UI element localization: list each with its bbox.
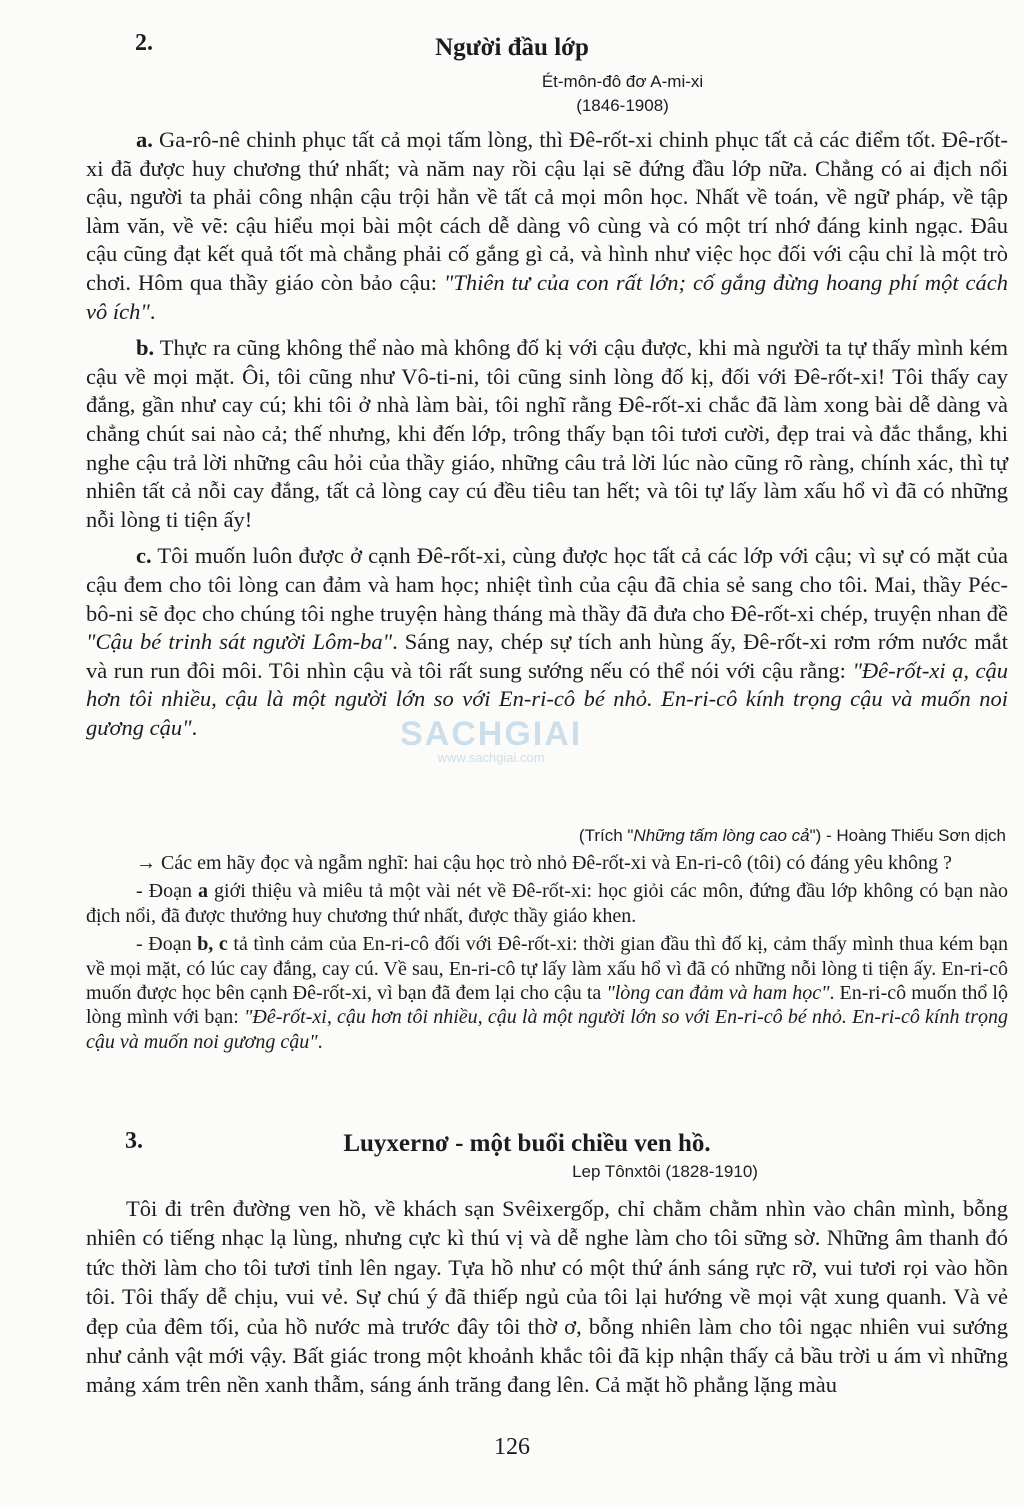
- watermark-url: www.sachgiai.com: [437, 750, 545, 765]
- page-number: 126: [494, 1434, 530, 1460]
- paragraph-c: c. Tôi muốn luôn được ở cạnh Đê-rốt-xi, cùng được học tất cả các lớp với cậu; vì sự có mặt của cậu đem cho tôi lòng can đảm và ham học; nhiệt tình của cậu đã chia sẻ sang cho tôi. Mai, thầy Péc-bô-ni sẽ đọc cho chúng tôi nghe truyện hàng tháng mà thầy đã đưa cho Đê-rốt-xi chép, truyện nhan đề "Cậu bé trinh sát người Lôm-ba". Sáng nay, chép sự tích anh hùng ấy, Đê-rốt-xi rơm rớm nước mắt và run run đôi môi. Tôi nhìn cậu và tôi rất sung sướng nếu có thể nói với cậu rằng: "Đê-rốt-xi ạ, cậu hơn tôi nhiều, cậu là một người lớn so với En-ri-cô bé nhỏ. En-ri-cô kính trọng cậu và muốn noi gương cậu".: [86, 543, 1009, 740]
- paragraph-label: a.: [136, 127, 153, 152]
- quote: "Đê-rốt-xi ạ, cậu hơn tôi nhiều, cậu là một người lớn so với En-ri-cô bé nhỏ. En-ri-cô kính trọng cậu và muốn noi gương cậu": [86, 657, 1009, 740]
- note-a: - Đoạn a giới thiệu và miêu tả một vài nét về Đê-rốt-xi: học giỏi các môn, đứng đầu lớp không có bạn nào địch nổi, đã được thưởng huy chương thứ nhất, được thầy giáo khen.: [86, 880, 1008, 927]
- author-name: Lep Tônxtôi (1828-1910): [572, 1162, 758, 1181]
- paragraph-b: b. Thực ra cũng không thể nào mà không đố kị với cậu được, khi mà người ta tự thấy mình kém cậu về mọi mặt. Ôi, tôi cũng như Vô-ti-ni, tôi cũng sinh lòng đố kị, đối với Đê-rốt-xi! Tôi thấy cay đắng, gần như cay cú; khi tôi ở nhà làm bài, tôi nghĩ rằng Đê-rốt-xi chắc đã làm xong bài dễ dàng và chẳng chút sai nào cả; thế nhưng, khi đến lớp, trông thấy bạn tôi tươi cười, đẹp trai và đắc thắng, khi nghe cậu trả lời những câu hỏi của thầy giáo, những câu trả lời lúc nào cũng rõ ràng, chính xác, thì tự nhiên tất cả nỗi cay đắng, tất cả lòng cay cú đều tiêu tan hết; và tôi tự lấy làm xấu hổ vì đã có những nỗi lòng ti tiện ấy!: [86, 335, 1008, 532]
- quote: "Đê-rốt-xi, cậu hơn tôi nhiều, cậu là một người lớn so với En-ri-cô bé nhỏ. En-ri-cô kính trọng cậu và muốn noi gương cậu": [86, 1006, 1008, 1053]
- story-text: [86, 126, 1008, 742]
- commentary: [86, 851, 1008, 1054]
- paragraph: Tôi đi trên đường ven hồ, về khách sạn Svêixergốp, chỉ chằm chằm nhìn vào chân mình, bỗng nhiên có tiếng nhạc lạ lùng, nhưng cực kì thú vị và dễ nghe làm cho tôi sững sờ. Những âm thanh đó tức thời làm cho tôi tươi tỉnh lên ngay. Tựa hồ như có một thứ ánh sáng rực rỡ, vui tươi rọi vào hồn tôi. Tôi thấy dễ chịu, vui vẻ. Sự chú ý đã thiếp ngủ của tôi lại hướng về mọi vật xung quanh. Và vẻ đẹp của đêm tối, của hồ nước mà trước đây tôi thờ ơ, bỗng nhiên làm cho tôi ngạc nhiên vui sướng như cảnh vật mới vậy. Bất giác trong một khoảnh khắc tôi đã kịp nhận thấy cả bầu trời u ám vì những mảng xám trên nền xanh thẫm, sáng ánh trăng đang lên. Cả mặt hồ phẳng lặng màu: [86, 1196, 1008, 1398]
- paragraph-a: a. Ga-rô-nê chinh phục tất cả mọi tấm lòng, thì Đê-rốt-xi chinh phục tất cả các điểm tốt. Đê-rốt-xi đã được huy chương thứ nhất; và năm nay rồi cậu lại sẽ đứng đầu lớp nữa. Chẳng có ai địch nổi cậu, người ta phải công nhận cậu trội hẳn về tất cả mọi môn học. Nhất về toán, về ngữ pháp, về tập làm văn, về vẽ: cậu hiểu mọi bài một cách dễ dàng vô cùng và có một trí nhớ đáng kinh ngạc. Đâu cậu cũng đạt kết quả tốt mà chẳng phải cố gắng gì cả, và hình như việc học đối với cậu chỉ là một trò chơi. Hôm qua thầy giáo còn bảo cậu: "Thiên tư của con rất lớn; cố gắng đừng hoang phí một cách vô ích".: [86, 127, 1009, 324]
- note-question: → Các em hãy đọc và ngẫm nghĩ: hai cậu học trò nhỏ Đê-rốt-xi và En-ri-cô (tôi) có đáng yêu không ?: [136, 852, 952, 874]
- quote: "Cậu bé trinh sát người Lôm-ba": [86, 629, 393, 655]
- story-text: [86, 1194, 1008, 1400]
- paragraph-label: c.: [136, 543, 152, 569]
- quote: "lòng can đảm và ham học": [606, 982, 830, 1005]
- source-work: Những tấm lòng cao cả: [633, 826, 810, 845]
- watermark-text: SACHGIAI: [400, 715, 583, 753]
- author-name: Ét-môn-đô đơ A-mi-xi: [541, 72, 704, 91]
- watermark: [400, 715, 582, 765]
- paragraph-label: b.: [136, 335, 155, 361]
- section-number: 3.: [125, 1128, 143, 1154]
- author-years: (1846-1908): [576, 96, 669, 115]
- source-citation: (Trích "Những tấm lòng cao cả") - Hoàng Thiếu Sơn dịch: [578, 826, 1006, 845]
- section-title: Người đầu lớp: [435, 34, 589, 61]
- note-bc: - Đoạn b, c tả tình cảm của En-ri-cô đối với Đê-rốt-xi: thời gian đầu thì đố kị, cảm thấy mình thua kém bạn về mọi mặt, có lúc cay đắng, cay cú. Về sau, En-ri-cô tự lấy làm xấu hổ vì đã có những nỗi lòng ti tiện ấy. En-ri-cô muốn được học bên cạnh Đê-rốt-xi, vì bạn đã đem lại cho cậu ta "lòng can đảm và ham học". En-ri-cô muốn thổ lộ lòng mình với bạn: "Đê-rốt-xi, cậu hơn tôi nhiều, cậu là một người lớn so với En-ri-cô bé nhỏ. En-ri-cô kính trọng cậu và muốn noi gương cậu".: [86, 933, 1008, 1053]
- section-title: Luyxernơ - một buổi chiều ven hồ.: [343, 1130, 711, 1157]
- author-block: [500, 70, 745, 118]
- quote: "Thiên tư của con rất lớn; cố gắng đừng hoang phí một cách vô ích": [86, 269, 1009, 324]
- section-number: 2.: [135, 30, 153, 56]
